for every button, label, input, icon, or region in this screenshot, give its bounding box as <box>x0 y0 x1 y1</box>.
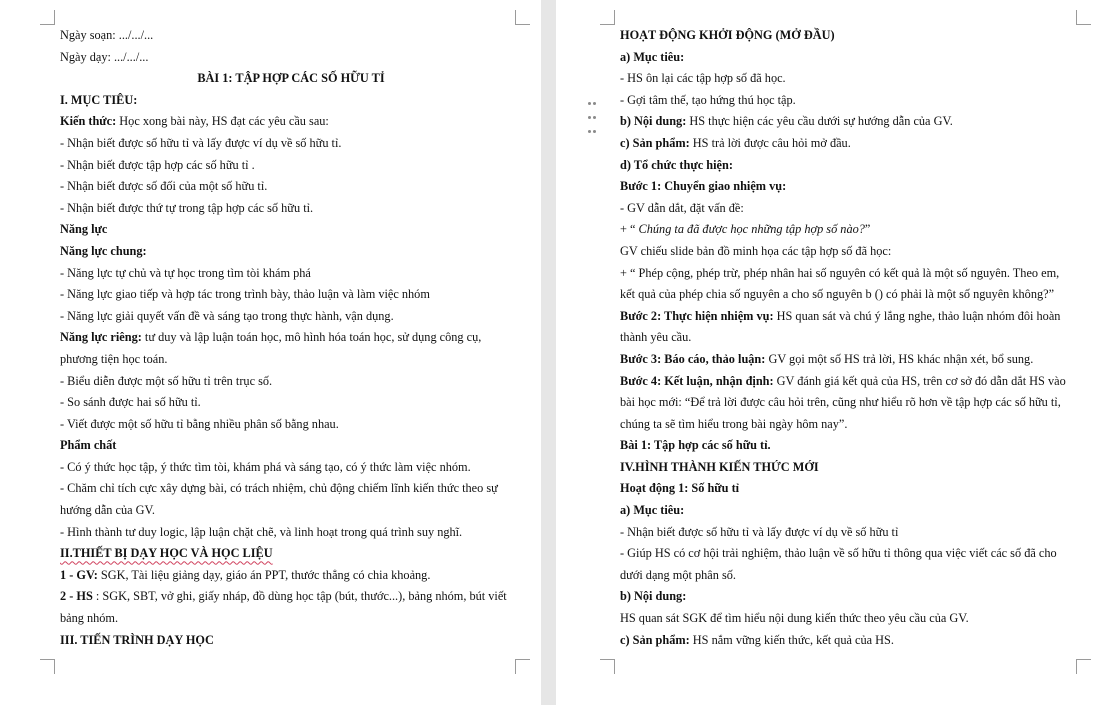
text-run: phương tiện học toán. <box>60 351 168 366</box>
text-line <box>60 90 522 112</box>
text-line <box>620 263 1076 285</box>
text-run: BÀI 1: TẬP HỢP CÁC SỐ HỮU TỈ <box>197 71 385 86</box>
margin-corner-mark <box>515 659 530 674</box>
text-line <box>620 478 1076 500</box>
page-text-body[interactable] <box>620 25 1076 651</box>
text-line <box>60 219 522 241</box>
text-run: Hoạt động 1: Số hữu tỉ <box>620 481 740 496</box>
text-line <box>60 435 522 457</box>
text-line <box>60 68 522 90</box>
text-run: + “ Phép cộng, phép trừ, phép nhân hai số nguyên có kết quả là một số nguyên. Theo em, <box>620 265 1060 280</box>
text-line <box>620 47 1076 69</box>
text-run: tư duy và lập luận toán học, mô hình hóa toán học, sử dụng công cụ, <box>144 330 482 345</box>
text-line <box>620 284 1076 306</box>
text-line <box>60 47 522 69</box>
text-run: bảng nhóm. <box>60 611 119 626</box>
text-run: - GV dẫn dắt, đặt vấn đề: <box>620 200 744 215</box>
text-line <box>60 392 522 414</box>
text-run: - Hình thành tư duy logic, lập luận chặt chẽ, và linh hoạt trong quá trình suy nghĩ. <box>60 524 463 539</box>
text-run: Bước 1: Chuyển giao nhiệm vụ: <box>620 179 787 194</box>
text-run: bài học mới: “Để trả lời được câu hỏi trên, cũng như hiểu rõ hơn về tập hợp các số hữu tỉ, <box>620 395 1061 410</box>
text-run: Bước 3: Báo cáo, thảo luận: <box>620 351 769 366</box>
text-line <box>60 133 522 155</box>
text-line <box>620 176 1076 198</box>
text-run: GV chiếu slide bản đồ minh họa các tập hợp số đã học: <box>620 243 892 258</box>
text-run: Bài 1: Tập hợp các số hữu tỉ. <box>620 438 771 453</box>
text-run: c) Sản phẩm: <box>620 135 693 150</box>
text-run: - Nhận biết được số hữu tỉ và lấy được ví dụ về số hữu tỉ <box>620 524 899 539</box>
text-line <box>60 565 522 587</box>
text-line <box>60 284 522 306</box>
text-run: GV đánh giá kết quả của HS, trên cơ sở đó dẫn dắt HS vào <box>776 373 1066 388</box>
text-line <box>620 198 1076 220</box>
text-run: b) Nội dung: <box>620 589 687 604</box>
text-run: HS trả lời được câu hỏi mở đầu. <box>692 135 851 150</box>
text-line <box>620 630 1076 652</box>
text-line <box>60 414 522 436</box>
text-line <box>60 630 522 652</box>
text-line <box>60 478 522 500</box>
text-run: ” <box>864 222 871 237</box>
text-line <box>620 68 1076 90</box>
text-run: GV gọi một số HS trả lời, HS khác nhận xét, bổ sung. <box>768 351 1034 366</box>
text-run: Ngày dạy: .../.../... <box>60 49 149 64</box>
text-line <box>620 327 1076 349</box>
text-run: - Năng lực tự chủ và tự học trong tìm tòi khám phá <box>60 265 311 280</box>
text-run: Năng lực chung: <box>60 243 147 258</box>
text-line <box>620 155 1076 177</box>
text-line <box>620 435 1076 457</box>
text-run: SGK, Tài liệu giảng dạy, giáo án PPT, thước thẳng có chia khoảng. <box>100 567 431 582</box>
text-run: a) Mục tiêu: <box>620 49 685 64</box>
text-line <box>60 241 522 263</box>
text-line <box>60 155 522 177</box>
drag-handle-icon[interactable] <box>587 95 597 109</box>
margin-corner-mark <box>515 10 530 25</box>
text-run: - So sánh được hai số hữu tỉ. <box>60 395 201 410</box>
text-line <box>620 586 1076 608</box>
text-run: Ngày soạn: .../.../... <box>60 28 154 42</box>
text-run: a) Mục tiêu: <box>620 503 685 518</box>
text-line <box>60 457 522 479</box>
text-run: Kiến thức: <box>60 114 120 129</box>
text-line <box>60 198 522 220</box>
text-run: - Biểu diễn được một số hữu tỉ trên trục số. <box>60 373 273 388</box>
text-run: Bước 4: Kết luận, nhận định: <box>620 373 777 388</box>
text-line <box>620 565 1076 587</box>
text-run: dưới dạng một phân số. <box>620 567 736 582</box>
text-line <box>620 111 1076 133</box>
text-run: III. TIẾN TRÌNH DẠY HỌC <box>60 632 214 647</box>
text-run: + “ <box>620 222 639 237</box>
text-run: - Viết được một số hữu tỉ bằng nhiều phân số bằng nhau. <box>60 416 339 431</box>
text-line <box>620 392 1076 414</box>
text-run: Phẩm chất <box>60 438 117 453</box>
text-run: - Có ý thức học tập, ý thức tìm tòi, khám phá và sáng tạo, có ý thức làm việc nhóm. <box>60 459 471 474</box>
text-run: - Nhận biết được tập hợp các số hữu tỉ . <box>60 157 255 172</box>
text-run: - Chăm chỉ tích cực xây dựng bài, có trách nhiệm, chủ động chiếm lĩnh kiến thức theo sự <box>60 481 498 496</box>
text-line <box>620 608 1076 630</box>
text-line <box>60 586 522 608</box>
text-run: Năng lực <box>60 222 108 237</box>
text-run: I. MỤC TIÊU: <box>60 92 138 107</box>
text-line <box>620 219 1076 241</box>
margin-corner-mark <box>600 659 615 674</box>
text-run: d) Tổ chức thực hiện: <box>620 157 733 172</box>
text-run: - HS ôn lại các tập hợp số đã học. <box>620 71 786 86</box>
margin-corner-mark <box>40 659 55 674</box>
text-line <box>620 306 1076 328</box>
text-line <box>60 25 522 47</box>
document-page-right <box>556 0 1096 705</box>
text-line <box>620 25 1076 47</box>
text-line <box>620 241 1076 263</box>
text-run: HS thực hiện các yêu cầu dưới sự hướng dẫn của GV. <box>689 114 953 129</box>
text-run: IV.HÌNH THÀNH KIẾN THỨC MỚI <box>620 459 819 474</box>
text-line <box>60 306 522 328</box>
text-run: hướng dẫn của GV. <box>60 503 155 518</box>
text-run: II.THIẾT BỊ DẠY HỌC VÀ HỌC LIỆU <box>60 546 273 561</box>
text-line <box>620 414 1076 436</box>
text-run: - Gợi tâm thế, tạo hứng thú học tập. <box>620 92 796 107</box>
text-run: - Năng lực giải quyết vấn đề và sáng tạo trong thực hành, vận dụng. <box>60 308 394 323</box>
text-line <box>60 349 522 371</box>
text-run: HS quan sát SGK để tìm hiểu nội dung kiến thức theo yêu cầu của GV. <box>620 611 969 626</box>
text-line <box>60 608 522 630</box>
text-run: kết quả của phép chia số nguyên a cho số nguyên b () có phải là một số nguyên không?” <box>620 287 1055 302</box>
text-line <box>60 263 522 285</box>
text-run: Bước 2: Thực hiện nhiệm vụ: <box>620 308 777 323</box>
text-line <box>60 176 522 198</box>
text-line <box>60 371 522 393</box>
text-run: - Nhận biết được thứ tự trong tập hợp các số hữu tỉ. <box>60 200 314 215</box>
text-line <box>620 457 1076 479</box>
text-run: - Giúp HS có cơ hội trải nghiệm, thảo luận về số hữu tỉ thông qua việc viết các số đã cho <box>620 546 1057 561</box>
text-line <box>60 500 522 522</box>
text-run: Chúng ta đã được học những tập hợp số nào? <box>638 222 865 237</box>
text-run: : SGK, SBT, vở ghi, giấy nháp, đồ dùng học tập (bút, thước...), bảng nhóm, bút viết <box>95 589 507 604</box>
text-line <box>60 543 522 565</box>
text-run: thành yêu cầu. <box>620 330 692 345</box>
text-run: Năng lực riêng: <box>60 330 145 345</box>
text-line <box>620 90 1076 112</box>
text-line <box>60 111 522 133</box>
margin-corner-mark <box>600 10 615 25</box>
text-run: HOẠT ĐỘNG KHỞI ĐỘNG (MỞ ĐẦU) <box>620 28 835 42</box>
text-run: 1 - GV: <box>60 567 101 582</box>
text-run: Học xong bài này, HS đạt các yêu cầu sau: <box>119 114 329 129</box>
text-run: c) Sản phẩm: <box>620 632 693 647</box>
text-run: 2 - HS <box>60 589 96 604</box>
text-run: - Năng lực giao tiếp và hợp tác trong trình bày, thảo luận và làm việc nhóm <box>60 287 430 302</box>
text-line <box>620 522 1076 544</box>
text-line <box>620 543 1076 565</box>
margin-corner-mark <box>1076 10 1091 25</box>
margin-corner-mark <box>1076 659 1091 674</box>
text-run: - Nhận biết được số hữu tỉ và lấy được ví dụ về số hữu tỉ. <box>60 135 342 150</box>
page-text-body[interactable] <box>60 25 522 651</box>
text-line <box>620 500 1076 522</box>
text-run: b) Nội dung: <box>620 114 690 129</box>
text-line <box>60 327 522 349</box>
text-line <box>620 133 1076 155</box>
text-line <box>60 522 522 544</box>
margin-corner-mark <box>40 10 55 25</box>
text-run: chúng ta sẽ tìm hiểu trong bài ngày hôm nay”. <box>620 416 848 431</box>
document-page-left <box>0 0 541 705</box>
text-line <box>620 349 1076 371</box>
text-run: HS quan sát và chú ý lắng nghe, thảo luận nhóm đôi hoàn <box>776 308 1061 323</box>
text-run: - Nhận biết được số đối của một số hữu tỉ. <box>60 179 268 194</box>
text-line <box>620 371 1076 393</box>
text-run: HS nắm vững kiến thức, kết quả của HS. <box>692 632 894 647</box>
